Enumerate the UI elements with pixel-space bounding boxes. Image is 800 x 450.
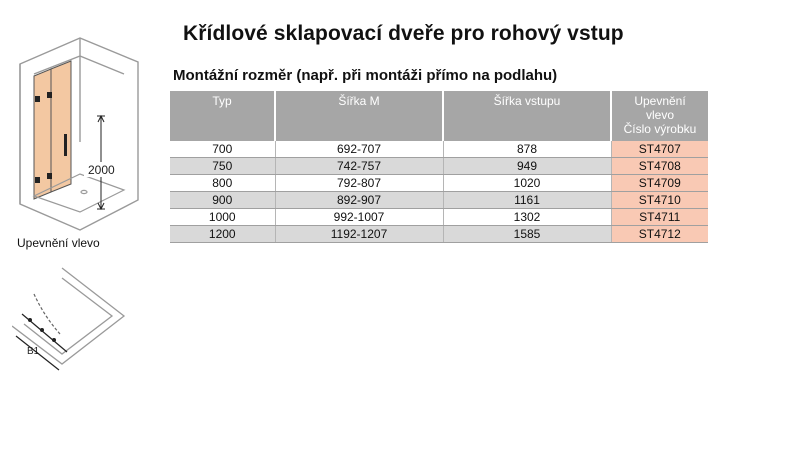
cell-typ: 1000	[170, 209, 275, 226]
table-caption: Montážní rozměr (např. při montáži přímo na podlahu)	[173, 67, 558, 84]
cell-sirka: 692-707	[275, 141, 443, 158]
dimensions-table-container	[170, 91, 708, 243]
height-label: 2000	[88, 163, 115, 177]
cell-vstup: 1161	[443, 192, 611, 209]
header-cislo-vyrobku	[611, 91, 708, 141]
door-illustration	[14, 34, 149, 234]
cell-cislo: ST4710	[611, 192, 708, 209]
table-row	[170, 209, 708, 226]
table-row	[170, 226, 708, 243]
plan-view-drawing	[12, 264, 132, 376]
cell-vstup: 878	[443, 141, 611, 158]
table-row	[170, 158, 708, 175]
cell-sirka: 792-807	[275, 175, 443, 192]
header-art-line1: Upevnění	[634, 94, 686, 108]
cell-vstup: 1302	[443, 209, 611, 226]
cell-cislo: ST4707	[611, 141, 708, 158]
table-row	[170, 175, 708, 192]
cell-sirka: 742-757	[275, 158, 443, 175]
cell-typ: 700	[170, 141, 275, 158]
cell-sirka: 892-907	[275, 192, 443, 209]
cell-typ: 1200	[170, 226, 275, 243]
cell-cislo: ST4711	[611, 209, 708, 226]
header-art-line2: vlevo	[645, 108, 674, 122]
cell-vstup: 1020	[443, 175, 611, 192]
table-header-row	[170, 91, 708, 141]
cell-typ: 800	[170, 175, 275, 192]
table-row	[170, 192, 708, 209]
cell-sirka: 1192-1207	[275, 226, 443, 243]
plan-label: B1	[27, 346, 40, 357]
table-row	[170, 141, 708, 158]
dimensions-table	[170, 91, 708, 243]
cell-typ: 900	[170, 192, 275, 209]
cell-cislo: ST4709	[611, 175, 708, 192]
cell-typ: 750	[170, 158, 275, 175]
header-art-line3: Číslo výrobku	[623, 122, 697, 136]
cell-vstup: 1585	[443, 226, 611, 243]
cell-vstup: 949	[443, 158, 611, 175]
header-sirka-vstupu: Šířka vstupu	[443, 91, 611, 141]
mount-side-label: Upevnění vlevo	[17, 236, 100, 250]
cell-cislo: ST4708	[611, 158, 708, 175]
cell-sirka: 992-1007	[275, 209, 443, 226]
cell-cislo: ST4712	[611, 226, 708, 243]
page-title: Křídlové sklapovací dveře pro rohový vstup	[183, 22, 624, 45]
header-sirka-m: Šířka M	[275, 91, 443, 141]
header-typ: Typ	[170, 91, 275, 141]
